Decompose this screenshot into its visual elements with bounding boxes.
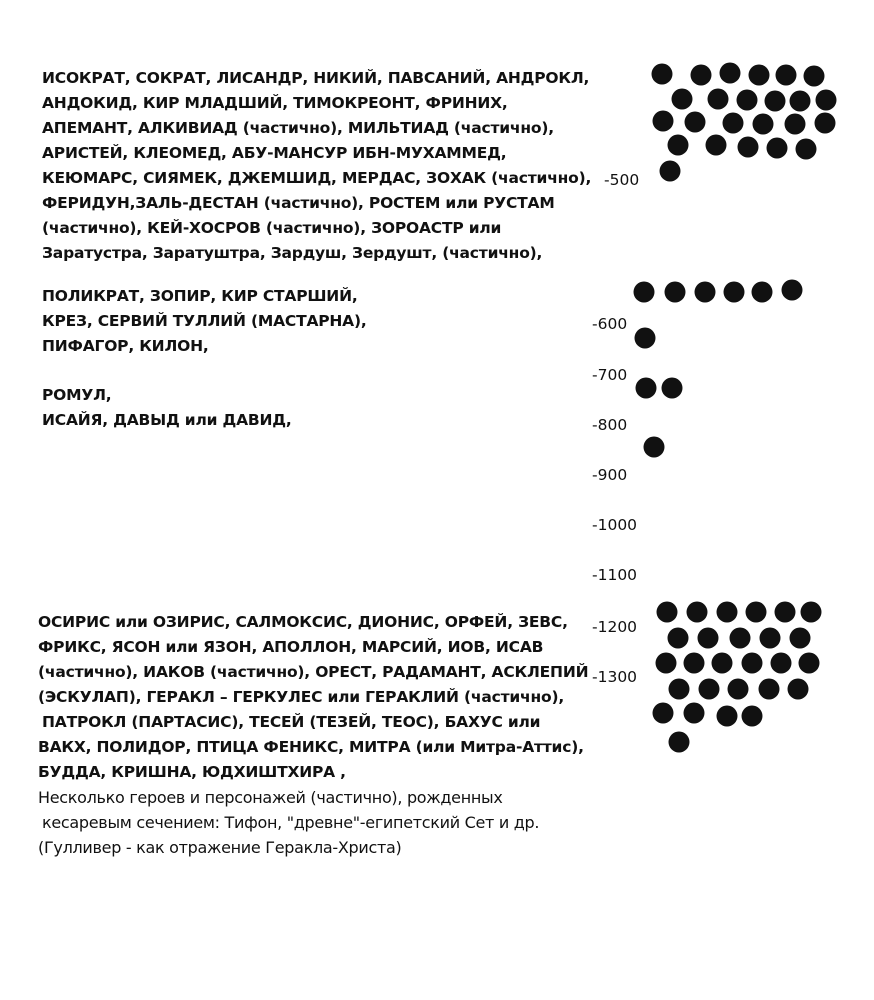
timeline-dot <box>672 89 693 110</box>
timeline-dot <box>738 137 759 158</box>
timeline-dot <box>767 138 788 159</box>
timeline-dot <box>785 114 806 135</box>
timeline-dot <box>668 628 689 649</box>
hero-line: (ЭСКУЛАП), ГЕРАКЛ – ГЕРКУЛЕС или ГЕРАКЛИЙ (частично), <box>38 688 565 706</box>
timeline-dot <box>723 113 744 134</box>
timeline-dot <box>712 653 733 674</box>
hero-line: ИСАЙЯ, ДАВЫД или ДАВИД, <box>42 411 292 429</box>
timeline-dot <box>652 64 673 85</box>
hero-line: ВАКХ, ПОЛИДОР, ПТИЦА ФЕНИКС, МИТРА (или Митра-Аттис), <box>38 738 584 756</box>
timeline-dot <box>717 706 738 727</box>
timeline-dot <box>660 161 681 182</box>
timeline-dot <box>653 703 674 724</box>
timeline-dot <box>656 653 677 674</box>
timeline-tick: -1100 <box>592 566 638 584</box>
hero-line: КРЕЗ, СЕРВИЙ ТУЛЛИЙ (МАСТАРНА), <box>42 312 367 330</box>
hero-line: ФРИКС, ЯСОН или ЯЗОН, АПОЛЛОН, МАРСИЙ, ИОВ, ИСАВ <box>38 638 544 656</box>
timeline-dot <box>699 679 720 700</box>
timeline-dot <box>752 282 773 303</box>
timeline-dot <box>684 703 705 724</box>
timeline-dot <box>698 628 719 649</box>
timeline-dot <box>815 113 836 134</box>
timeline-dot <box>737 90 758 111</box>
timeline-dot <box>634 282 655 303</box>
timeline-dot <box>720 63 741 84</box>
timeline-tick: -1200 <box>592 618 638 636</box>
timeline-dot <box>749 65 770 86</box>
hero-line: ФЕРИДУН,ЗАЛЬ-ДЕСТАН (частично), РОСТЕМ или РУСТАМ <box>42 194 555 212</box>
timeline-dot <box>816 90 837 111</box>
timeline-dot <box>684 653 705 674</box>
timeline-dot <box>717 602 738 623</box>
timeline-dot <box>662 378 683 399</box>
timeline-dot <box>746 602 767 623</box>
timeline-tick: -700 <box>592 366 628 384</box>
timeline-dot <box>759 679 780 700</box>
timeline-dot <box>687 602 708 623</box>
timeline-dot <box>724 282 745 303</box>
hero-line: КЕЮМАРС, СИЯМЕК, ДЖЕМШИД, МЕРДАС, ЗОХАК (частично), <box>42 169 592 187</box>
timeline-dot <box>765 91 786 112</box>
timeline-dot <box>753 114 774 135</box>
timeline-dot <box>796 139 817 160</box>
timeline-dot <box>788 679 809 700</box>
timeline-dot <box>801 602 822 623</box>
timeline-dot <box>708 89 729 110</box>
timeline-dot <box>653 111 674 132</box>
timeline-dot <box>665 282 686 303</box>
note-line: (Гулливер - как отражение Геракла-Христа) <box>38 838 402 857</box>
timeline-dot <box>799 653 820 674</box>
hero-line: ПИФАГОР, КИЛОН, <box>42 337 209 355</box>
timeline-dot <box>669 732 690 753</box>
timeline-dot <box>669 679 690 700</box>
timeline-tick: -900 <box>592 466 628 484</box>
note-line: Несколько героев и персонажей (частично), рожденных <box>38 788 503 807</box>
timeline-dot <box>776 65 797 86</box>
timeline-dot <box>804 66 825 87</box>
timeline-dot <box>685 112 706 133</box>
timeline-dot <box>644 437 665 458</box>
timeline-dot <box>706 135 727 156</box>
timeline-dot <box>760 628 781 649</box>
timeline-dot <box>730 628 751 649</box>
hero-line: АРИСТЕЙ, КЛЕОМЕД, АБУ-МАНСУР ИБН-МУХАММЕД, <box>42 144 507 162</box>
timeline-dot <box>742 653 763 674</box>
hero-line: БУДДА, КРИШНА, ЮДХИШТХИРА , <box>38 763 346 781</box>
timeline-dot <box>691 65 712 86</box>
timeline-tick: -600 <box>592 315 628 333</box>
note-line: кесаревым сечением: Тифон, "древне"-египетский Сет и др. <box>42 813 540 832</box>
timeline-tick: -1300 <box>592 668 638 686</box>
timeline-dot <box>635 328 656 349</box>
timeline-dot <box>728 679 749 700</box>
timeline-dot <box>782 280 803 301</box>
timeline-dot <box>775 602 796 623</box>
timeline-dot <box>790 91 811 112</box>
timeline-tick: -800 <box>592 416 628 434</box>
timeline-dot <box>695 282 716 303</box>
hero-line: (частично), ИАКОВ (частично), ОРЕСТ, РАДАМАНТ, АСКЛЕПИЙ <box>38 663 589 681</box>
hero-line: ИСОКРАТ, СОКРАТ, ЛИСАНДР, НИКИЙ, ПАВСАНИЙ, АНДРОКЛ, <box>42 69 590 87</box>
timeline-dot <box>668 135 689 156</box>
hero-line: Заратустра, Заратуштра, Зардуш, Зердушт, (частично), <box>42 244 543 262</box>
hero-line: ПОЛИКРАТ, ЗОПИР, КИР СТАРШИЙ, <box>42 287 358 305</box>
hero-line: (частично), КЕЙ-ХОСРОВ (частично), ЗОРОАСТР или <box>42 219 502 237</box>
timeline-tick: -500 <box>604 171 640 189</box>
timeline-dot <box>742 706 763 727</box>
hero-line: АПЕМАНТ, АЛКИВИАД (частично), МИЛЬТИАД (частично), <box>42 119 554 137</box>
timeline-dot <box>771 653 792 674</box>
timeline-tick: -1000 <box>592 516 638 534</box>
hero-line: ОСИРИС или ОЗИРИС, САЛМОКСИС, ДИОНИС, ОРФЕЙ, ЗЕВС, <box>38 613 568 631</box>
hero-line: ПАТРОКЛ (ПАРТАСИС), ТЕСЕЙ (ТЕЗЕЙ, ТЕОС), БАХУС или <box>42 713 541 731</box>
hero-line: АНДОКИД, КИР МЛАДШИЙ, ТИМОКРЕОНТ, ФРИНИХ, <box>42 94 508 112</box>
hero-line: РОМУЛ, <box>42 386 112 404</box>
timeline-dot <box>657 602 678 623</box>
timeline-dot <box>790 628 811 649</box>
timeline-dot <box>636 378 657 399</box>
